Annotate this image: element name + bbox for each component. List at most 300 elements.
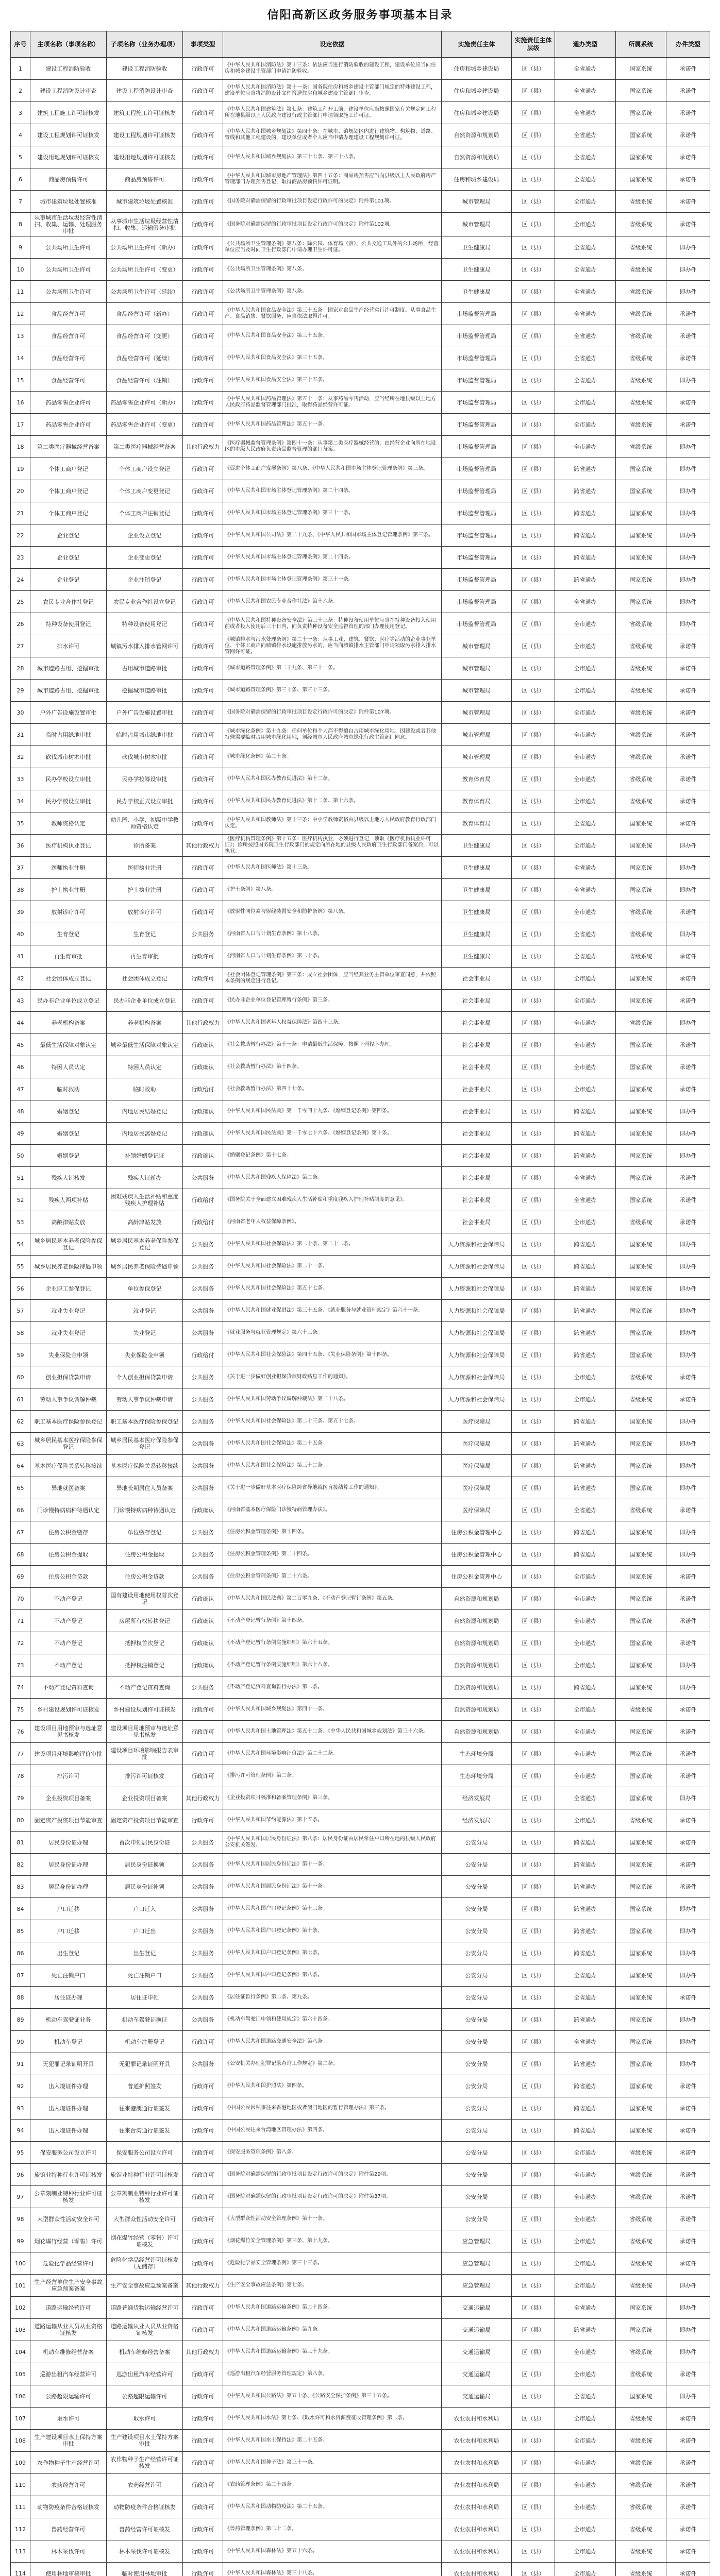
legal-basis: 《中华人民共和国食品安全法》第三十五条：国家对食品生产经营实行许可制度。从事食品生产、食品销售、餐饮服务，应当依法取得许可。 (223, 303, 442, 325)
item-type: 行政许可 (183, 1743, 223, 1765)
table-row (11, 392, 710, 414)
row-number: 98 (11, 2208, 30, 2230)
system: 省级系统 (616, 923, 666, 945)
sub-item-name: 城市建筑垃圾处置核准 (107, 191, 183, 213)
sub-item-name: 道路运输从业人员从业资格证核发 (107, 2319, 183, 2341)
item-name: 公共场所卫生许可 (30, 259, 107, 281)
handling-mode: 全省通办 (555, 945, 616, 968)
case-type: 承诺件 (666, 1211, 710, 1233)
case-type: 即办件 (666, 1322, 710, 1344)
case-type: 承诺件 (666, 768, 710, 790)
unit-level: 区（县） (512, 2430, 555, 2452)
system: 国家系统 (616, 812, 666, 835)
responsible-unit: 卫生健康局 (442, 857, 512, 879)
item-type: 公共服务 (183, 1455, 223, 1477)
table-row (11, 102, 710, 124)
item-name: 就业失业登记 (30, 1322, 107, 1344)
system: 国家系统 (616, 1610, 666, 1632)
handling-mode: 全市通办 (555, 968, 616, 990)
sub-item-name: 住房公积金提取 (107, 1544, 183, 1566)
item-name: 保安服务公司设立许可 (30, 2142, 107, 2164)
system: 省级系统 (616, 1012, 666, 1034)
item-name: 排水许可 (30, 635, 107, 657)
case-type: 承诺件 (666, 1610, 710, 1632)
case-type: 即办件 (666, 259, 710, 281)
item-type: 公共服务 (183, 1521, 223, 1544)
item-type: 行政许可 (183, 191, 223, 213)
row-number: 80 (11, 1809, 30, 1832)
case-type: 承诺件 (666, 2120, 710, 2142)
item-name: 异地就医备案 (30, 1477, 107, 1499)
responsible-unit: 农业农村和水利局 (442, 2563, 512, 2576)
case-type: 即办件 (666, 1455, 710, 1477)
responsible-unit: 城市管理局 (442, 702, 512, 724)
handling-mode: 全市通办 (555, 2452, 616, 2474)
row-number: 75 (11, 1699, 30, 1721)
handling-mode: 全市通办 (555, 2208, 616, 2230)
unit-level: 区（县） (512, 702, 555, 724)
system: 国家系统 (616, 1056, 666, 1078)
table-row (11, 2053, 710, 2075)
case-type: 承诺件 (666, 2164, 710, 2186)
item-type: 公共服务 (183, 923, 223, 945)
responsible-unit: 公安分局 (442, 1964, 512, 1987)
item-name: 失业保险金申领 (30, 1344, 107, 1366)
legal-basis: 《中华人民共和国医师法》第十三条。 (223, 857, 442, 879)
responsible-unit: 市场监督管理局 (442, 458, 512, 480)
responsible-unit: 人力资源和社会保障局 (442, 1233, 512, 1256)
item-type: 公共服务 (183, 1566, 223, 1588)
table-row (11, 80, 710, 102)
responsible-unit: 农业农村和水利局 (442, 2496, 512, 2518)
system: 国家系统 (616, 968, 666, 990)
responsible-unit: 交通运输局 (442, 2385, 512, 2408)
unit-level: 区（县） (512, 1388, 555, 1411)
unit-level: 区（县） (512, 1676, 555, 1699)
handling-mode: 全市通办 (555, 2252, 616, 2275)
handling-mode: 全市通办 (555, 414, 616, 436)
table-row (11, 812, 710, 835)
table-row (11, 2518, 710, 2540)
handling-mode: 全省通办 (555, 879, 616, 901)
table-row (11, 146, 710, 168)
legal-basis: 《住房公积金管理条例》第二十六条。 (223, 1566, 442, 1588)
item-name: 不动产登记 (30, 1654, 107, 1676)
handling-mode: 跨省通办 (555, 458, 616, 480)
handling-mode: 全市通办 (555, 1566, 616, 1588)
sub-item-name: 林木采伐许可证核发 (107, 2540, 183, 2563)
sub-item-name: 民办学校筹设审批 (107, 768, 183, 790)
case-type: 承诺件 (666, 2186, 710, 2208)
item-name: 出入境证件办理 (30, 2075, 107, 2097)
item-name: 生产建设项目水土保持方案审批 (30, 2430, 107, 2452)
row-number: 103 (11, 2319, 30, 2341)
responsible-unit: 农业农村和水利局 (442, 2474, 512, 2496)
table-row (11, 1100, 710, 1123)
item-name: 乡村建设规划许可证核发 (30, 1699, 107, 1721)
table-row (11, 1787, 710, 1809)
row-number: 70 (11, 1588, 30, 1610)
legal-basis: 《中华人民共和国居民身份证法》第八条：居民身份证由居民常住户口所在地的县级人民政府公安机关签发。 (223, 1832, 442, 1854)
sub-item-name: 内地居民结婚登记 (107, 1100, 183, 1123)
responsible-unit: 卫生健康局 (442, 923, 512, 945)
item-name: 巡游出租汽车经营许可 (30, 2363, 107, 2385)
unit-level: 区（县） (512, 857, 555, 879)
row-number: 71 (11, 1610, 30, 1632)
case-type: 承诺件 (666, 102, 710, 124)
sub-item-name: 往来港澳通行证签发 (107, 2097, 183, 2120)
sub-item-name: 内地居民离婚登记 (107, 1123, 183, 1145)
case-type: 即办件 (666, 1145, 710, 1167)
row-number: 16 (11, 392, 30, 414)
item-name: 农作物种子生产经营许可 (30, 2452, 107, 2474)
item-name: 建设项目用地预审与选址意见书核发 (30, 1721, 107, 1743)
row-number: 32 (11, 746, 30, 768)
row-number: 114 (11, 2563, 30, 2576)
row-number: 33 (11, 768, 30, 790)
row-number: 64 (11, 1455, 30, 1477)
unit-level: 区（县） (512, 1344, 555, 1366)
responsible-unit: 市场监督管理局 (442, 480, 512, 502)
system: 国家系统 (616, 524, 666, 547)
item-name: 机动车驾驶证业务 (30, 2009, 107, 2031)
case-type: 承诺件 (666, 724, 710, 746)
system: 国家系统 (616, 1743, 666, 1765)
row-number: 96 (11, 2164, 30, 2186)
sub-item-name: 异地长期居住人员备案 (107, 1477, 183, 1499)
case-type: 即办件 (666, 613, 710, 635)
system: 国家系统 (616, 1521, 666, 1544)
system: 国家系统 (616, 146, 666, 168)
case-type: 承诺件 (666, 1699, 710, 1721)
legal-basis: 《中华人民共和国公路法》第五十条、《公路安全保护条例》第三十五条。 (223, 2385, 442, 2408)
table-row (11, 2385, 710, 2408)
item-type: 行政许可 (183, 790, 223, 812)
item-type: 行政许可 (183, 657, 223, 680)
table-row (11, 1233, 710, 1256)
handling-mode: 跨省通办 (555, 2075, 616, 2097)
legal-basis: 《中华人民共和国民法典》第一千零七十六条、《婚姻登记条例》第十条。 (223, 1123, 442, 1145)
table-row (11, 1499, 710, 1521)
item-type: 公共服务 (183, 1167, 223, 1189)
table-row (11, 2430, 710, 2452)
legal-basis: 《社会救助暂行办法》第十四条。 (223, 1056, 442, 1078)
table-row (11, 1809, 710, 1832)
table-row (11, 1942, 710, 1964)
item-name: 创业担保贷款申请 (30, 1366, 107, 1388)
unit-level: 区（县） (512, 1278, 555, 1300)
unit-level: 区（县） (512, 2540, 555, 2563)
legal-basis: 《中华人民共和国就业促进法》第三十五条、《就业服务与就业管理规定》第六十一条。 (223, 1300, 442, 1322)
handling-mode: 全省通办 (555, 303, 616, 325)
unit-level: 区（县） (512, 146, 555, 168)
legal-basis: 《中华人民共和国水法》第七条、《取水许可和水资源费征收管理条例》第二条。 (223, 2408, 442, 2430)
item-type: 公共服务 (183, 1366, 223, 1388)
case-type: 即办件 (666, 524, 710, 547)
row-number: 29 (11, 680, 30, 702)
sub-item-name: 食品经营许可（变更） (107, 325, 183, 347)
row-number: 37 (11, 857, 30, 879)
system: 省级系统 (616, 945, 666, 968)
responsible-unit: 人力资源和社会保障局 (442, 1366, 512, 1388)
row-number: 28 (11, 657, 30, 680)
table-row (11, 480, 710, 502)
sub-item-name: 食品经营许可（注销） (107, 369, 183, 392)
responsible-unit: 自然资源和规划局 (442, 1699, 512, 1721)
case-type: 承诺件 (666, 1078, 710, 1100)
row-number: 55 (11, 1256, 30, 1278)
legal-basis: 《中华人民共和国道路运输条例》第二十四条。 (223, 2297, 442, 2319)
table-row (11, 458, 710, 480)
system: 国家系统 (616, 1654, 666, 1676)
unit-level: 区（县） (512, 1366, 555, 1388)
sub-item-name: 基本医疗保险关系转移接续 (107, 1455, 183, 1477)
system: 国家系统 (616, 1278, 666, 1300)
case-type: 承诺件 (666, 1721, 710, 1743)
item-type: 行政许可 (183, 414, 223, 436)
handling-mode: 全市通办 (555, 2496, 616, 2518)
row-number: 10 (11, 259, 30, 281)
unit-level: 区（县） (512, 1145, 555, 1167)
legal-basis: 《社会救助暂行办法》第十一条：申请最低生活保障，按照下列程序办理。 (223, 1034, 442, 1056)
responsible-unit: 自然资源和规划局 (442, 1610, 512, 1632)
handling-mode: 全市通办 (555, 680, 616, 702)
handling-mode: 全省通办 (555, 1167, 616, 1189)
responsible-unit: 自然资源和规划局 (442, 1632, 512, 1654)
responsible-unit: 市场监督管理局 (442, 524, 512, 547)
item-name: 婚姻登记 (30, 1123, 107, 1145)
case-type: 承诺件 (666, 347, 710, 369)
system: 省级系统 (616, 259, 666, 281)
legal-basis: 《中华人民共和国社会保险法》第二十三条、第五十七条。 (223, 1411, 442, 1433)
item-type: 行政许可 (183, 2075, 223, 2097)
item-type: 行政许可 (183, 702, 223, 724)
item-name: 建设项目环境影响评价审批 (30, 1743, 107, 1765)
table-row (11, 1078, 710, 1100)
table-row (11, 191, 710, 213)
handling-mode: 全市通办 (555, 2164, 616, 2186)
item-name: 公共场所卫生许可 (30, 236, 107, 259)
responsible-unit: 卫生健康局 (442, 281, 512, 303)
unit-level: 区（县） (512, 746, 555, 768)
table-row (11, 1300, 710, 1322)
unit-level: 区（县） (512, 2053, 555, 2075)
item-type: 公共服务 (183, 1876, 223, 1898)
item-name: 出入境证件办理 (30, 2120, 107, 2142)
row-number: 7 (11, 191, 30, 213)
sub-item-name: 就业登记 (107, 1300, 183, 1322)
legal-basis: 《城市道路管理条例》第二十九条、第三十一条。 (223, 657, 442, 680)
system: 省级系统 (616, 2452, 666, 2474)
system: 省级系统 (616, 1699, 666, 1721)
legal-basis: 《中华人民共和国市场主体登记管理条例》第三十一条。 (223, 569, 442, 591)
legal-basis: 《农药管理条例》第二十四条。 (223, 2474, 442, 2496)
legal-basis: 《不动产登记暂行条例实施细则》第六十八条。 (223, 1654, 442, 1676)
case-type: 即办件 (666, 2385, 710, 2408)
item-name: 残疾人证核发 (30, 1167, 107, 1189)
row-number: 3 (11, 102, 30, 124)
responsible-unit: 公安分局 (442, 2075, 512, 2097)
legal-basis: 《中华人民共和国公司法》第二十九条、《中华人民共和国市场主体登记管理条例》第三条。 (223, 524, 442, 547)
sub-item-name: 户口迁出 (107, 1920, 183, 1942)
legal-basis: 《中华人民共和国药品管理法》第五十一条。 (223, 414, 442, 436)
sub-item-name: 公共场所卫生许可（延续） (107, 281, 183, 303)
row-number: 43 (11, 990, 30, 1012)
responsible-unit: 卫生健康局 (442, 901, 512, 923)
unit-level: 区（县） (512, 1211, 555, 1233)
table-row (11, 879, 710, 901)
item-name: 婚姻登记 (30, 1100, 107, 1123)
row-number: 34 (11, 790, 30, 812)
system: 省级系统 (616, 436, 666, 458)
item-type: 公共服务 (183, 1854, 223, 1876)
responsible-unit: 市场监督管理局 (442, 369, 512, 392)
row-number: 63 (11, 1433, 30, 1455)
table-row (11, 1610, 710, 1632)
row-number: 91 (11, 2053, 30, 2075)
sub-item-name: 护士执业注册 (107, 879, 183, 901)
sub-item-name: 个体工商户变更登记 (107, 480, 183, 502)
case-type: 承诺件 (666, 2208, 710, 2230)
unit-level: 区（县） (512, 1455, 555, 1477)
row-number: 109 (11, 2452, 30, 2474)
sub-item-name: 国有建设用地使用权首次登记 (107, 1588, 183, 1610)
row-number: 21 (11, 502, 30, 524)
item-type: 行政确认 (183, 1588, 223, 1610)
unit-level: 区（县） (512, 2452, 555, 2474)
legal-basis: 《中华人民共和国民法典》第一千零四十九条、《婚姻登记条例》第四条。 (223, 1100, 442, 1123)
handling-mode: 全省通办 (555, 857, 616, 879)
table-row (11, 2496, 710, 2518)
row-number: 30 (11, 702, 30, 724)
item-type: 行政许可 (183, 2142, 223, 2164)
system: 国家系统 (616, 2097, 666, 2120)
unit-level: 区（县） (512, 1610, 555, 1632)
handling-mode: 全省通办 (555, 1987, 616, 2009)
row-number: 4 (11, 124, 30, 146)
system: 省级系统 (616, 2363, 666, 2385)
sub-item-name: 城镇污水排入排水管网许可 (107, 635, 183, 657)
legal-basis: 《关于进一步做好基本医疗保险跨省异地就医直接结算工作的通知》。 (223, 1477, 442, 1499)
unit-level: 区（县） (512, 124, 555, 146)
unit-level: 区（县） (512, 591, 555, 613)
table-row (11, 835, 710, 857)
item-name: 居民身份证办理 (30, 1876, 107, 1898)
handling-mode: 跨省通办 (555, 1411, 616, 1433)
case-type: 承诺件 (666, 2075, 710, 2097)
row-number: 73 (11, 1654, 30, 1676)
legal-basis: 《关于进一步做好创业担保贷款财政贴息工作的通知》。 (223, 1366, 442, 1388)
table-row (11, 236, 710, 259)
item-type: 行政许可 (183, 768, 223, 790)
sub-item-name: 农作物种子生产经营许可证核发 (107, 2452, 183, 2474)
legal-basis: 《危险化学品安全管理条例》第三十三条。 (223, 2252, 442, 2275)
legal-basis: 《中华人民共和国道路运输条例》第九条。 (223, 2319, 442, 2341)
system: 国家系统 (616, 1034, 666, 1056)
row-number: 2 (11, 80, 30, 102)
handling-mode: 全省通办 (555, 812, 616, 835)
item-type: 行政许可 (183, 1699, 223, 1721)
responsible-unit: 社会事业局 (442, 1100, 512, 1123)
system: 国家系统 (616, 569, 666, 591)
table-row (11, 923, 710, 945)
item-name: 医师执业注册 (30, 857, 107, 879)
case-type: 即办件 (666, 2275, 710, 2297)
sub-item-name: 补领婚姻登记证 (107, 1145, 183, 1167)
row-number: 45 (11, 1034, 30, 1056)
system: 国家系统 (616, 857, 666, 879)
unit-level: 区（县） (512, 2297, 555, 2319)
item-name: 就业失业登记 (30, 1300, 107, 1322)
row-number: 106 (11, 2385, 30, 2408)
system: 国家系统 (616, 879, 666, 901)
item-type: 行政许可 (183, 1765, 223, 1787)
case-type: 承诺件 (666, 990, 710, 1012)
legal-basis: 《中华人民共和国劳动争议调解仲裁法》第二十八条。 (223, 1388, 442, 1411)
row-number: 13 (11, 325, 30, 347)
unit-level: 区（县） (512, 1876, 555, 1898)
unit-level: 区（县） (512, 657, 555, 680)
table-row (11, 746, 710, 768)
sub-item-name: 保安服务公司设立许可 (107, 2142, 183, 2164)
responsible-unit: 住房和城乡建设局 (442, 102, 512, 124)
case-type: 即办件 (666, 1676, 710, 1699)
item-name: 企业登记 (30, 524, 107, 547)
handling-mode: 跨省通办 (555, 2009, 616, 2031)
case-type: 承诺件 (666, 2518, 710, 2540)
row-number: 14 (11, 347, 30, 369)
legal-basis: 《中华人民共和国居民身份证法》第十一条。 (223, 1876, 442, 1898)
case-type: 即办件 (666, 2009, 710, 2031)
case-type: 即办件 (666, 1477, 710, 1499)
handling-mode: 跨省通办 (555, 1433, 616, 1455)
item-name: 住房公积金缴存 (30, 1521, 107, 1544)
sub-item-name: 放射诊疗许可 (107, 901, 183, 923)
responsible-unit: 住房和城乡建设局 (442, 58, 512, 80)
system: 国家系统 (616, 1256, 666, 1278)
responsible-unit: 市场监督管理局 (442, 392, 512, 414)
item-type: 行政许可 (183, 968, 223, 990)
sub-item-name: 医师执业注册 (107, 857, 183, 879)
legal-basis: 《中华人民共和国残疾人保障法》第二条。 (223, 1167, 442, 1189)
item-type: 行政许可 (183, 2208, 223, 2230)
row-number: 38 (11, 879, 30, 901)
unit-level: 区（县） (512, 2164, 555, 2186)
unit-level: 区（县） (512, 1964, 555, 1987)
sub-item-name: 食品经营许可（延续） (107, 347, 183, 369)
column-header: 主项名称（事项名称） (30, 31, 107, 58)
handling-mode: 全市通办 (555, 1012, 616, 1034)
table-row (11, 2230, 710, 2252)
item-name: 使用林地审核审批 (30, 2563, 107, 2576)
case-type: 即办件 (666, 236, 710, 259)
case-type: 即办件 (666, 1964, 710, 1987)
responsible-unit: 城市管理局 (442, 657, 512, 680)
case-type: 即办件 (666, 2031, 710, 2053)
row-number: 26 (11, 613, 30, 635)
unit-level: 区（县） (512, 768, 555, 790)
responsible-unit: 农业农村和水利局 (442, 2452, 512, 2474)
system: 国家系统 (616, 58, 666, 80)
sub-item-name: 首次申领居民身份证 (107, 1832, 183, 1854)
item-type: 行政许可 (183, 502, 223, 524)
handling-mode: 全省通办 (555, 168, 616, 191)
column-header: 通办类型 (555, 31, 616, 58)
item-type: 行政许可 (183, 2496, 223, 2518)
legal-basis: 《中华人民共和国户口登记条例》第八条。 (223, 1964, 442, 1987)
item-type: 行政许可 (183, 1809, 223, 1832)
legal-basis: 《河南省人口与计划生育条例》第十八条。 (223, 923, 442, 945)
